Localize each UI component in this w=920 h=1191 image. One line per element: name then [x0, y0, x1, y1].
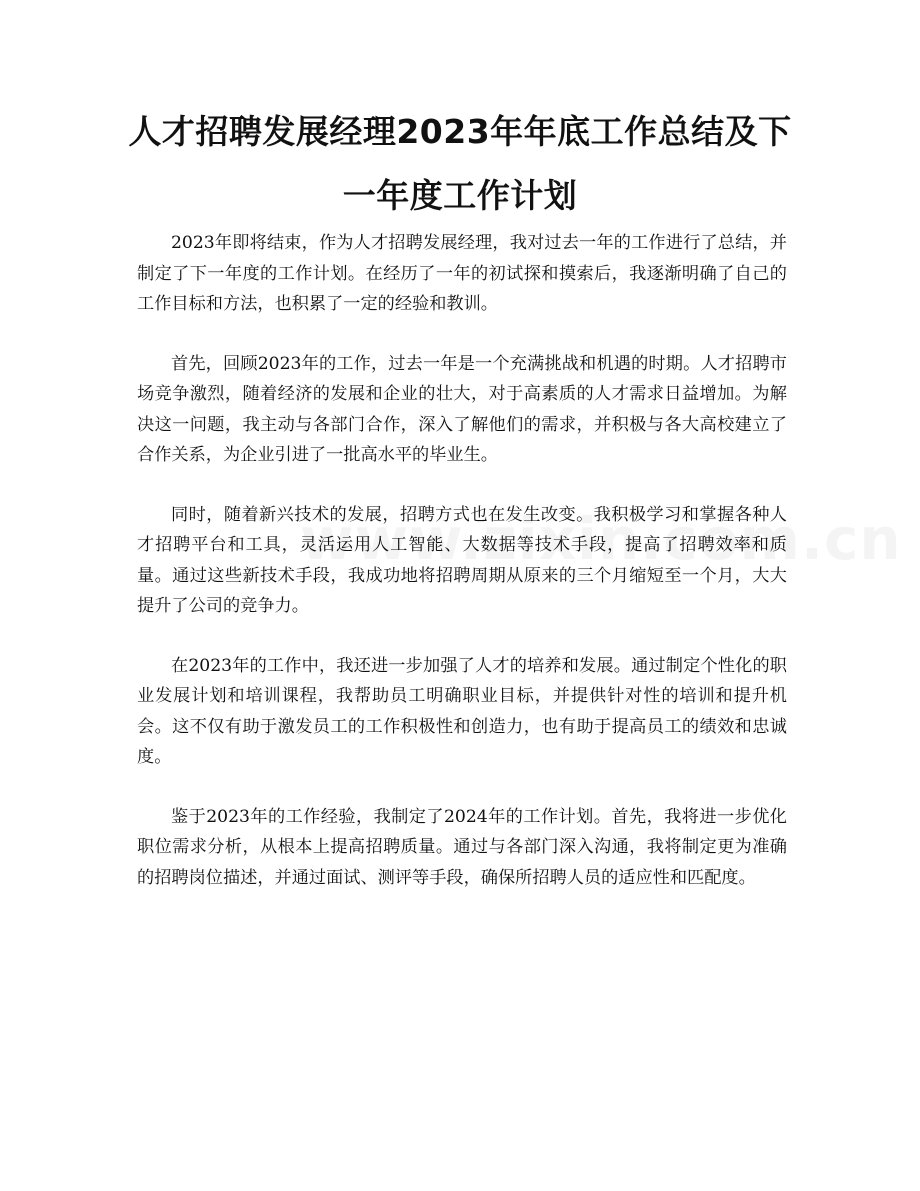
paragraph-4: 在2023年的工作中，我还进一步加强了人才的培养和发展。通过制定个性化的职业发展计划和培训课程，我帮助员工明确职业目标，并提供针对性的培训和提升机会。这不仅有助于激发员工的工作积极性和创造力，也有助于提高员工的绩效和忠诚度。 [137, 655, 787, 767]
title-line-2: 一年度工作计划 [342, 176, 578, 215]
paragraph-2: 首先，回顾2023年的工作，过去一年是一个充满挑战和机遇的时期。人才招聘市场竞争激烈，随着经济的发展和企业的壮大，对于高素质的人才需求日益增加。为解决这一问题，我主动与各部门合作，深入了解他们的需求，并积极与各大高校建立了合作关系，为企业引进了一批高水平的毕业生。 [137, 353, 787, 465]
paragraph-3: 同时，随着新兴技术的发展，招聘方式也在发生改变。我积极学习和掌握各种人才招聘平台和工具，灵活运用人工智能、大数据等技术手段，提高了招聘效率和质量。通过这些新技术手段，我成功地将招聘周期从原来的三个月缩短至一个月，大大提升了公司的竞争力。 [137, 504, 787, 616]
document-title [120, 100, 800, 228]
paragraph-5: 鉴于2023年的工作经验，我制定了2024年的工作计划。首先，我将进一步优化职位需求分析，从根本上提高招聘质量。通过与各部门深入沟通，我将制定更为准确的招聘岗位描述，并通过面试、测评等手段，确保所招聘人员的适应性和匹配度。 [137, 806, 787, 888]
title-line-1: 人才招聘发展经理2023年年底工作总结及下 [128, 112, 792, 151]
paragraph-1: 2023年即将结束，作为人才招聘发展经理，我对过去一年的工作进行了总结，并制定了下一年度的工作计划。在经历了一年的初试探和摸索后，我逐渐明确了自己的工作目标和方法，也积累了一定的经验和教训。 [137, 233, 787, 314]
document-body [137, 228, 787, 922]
